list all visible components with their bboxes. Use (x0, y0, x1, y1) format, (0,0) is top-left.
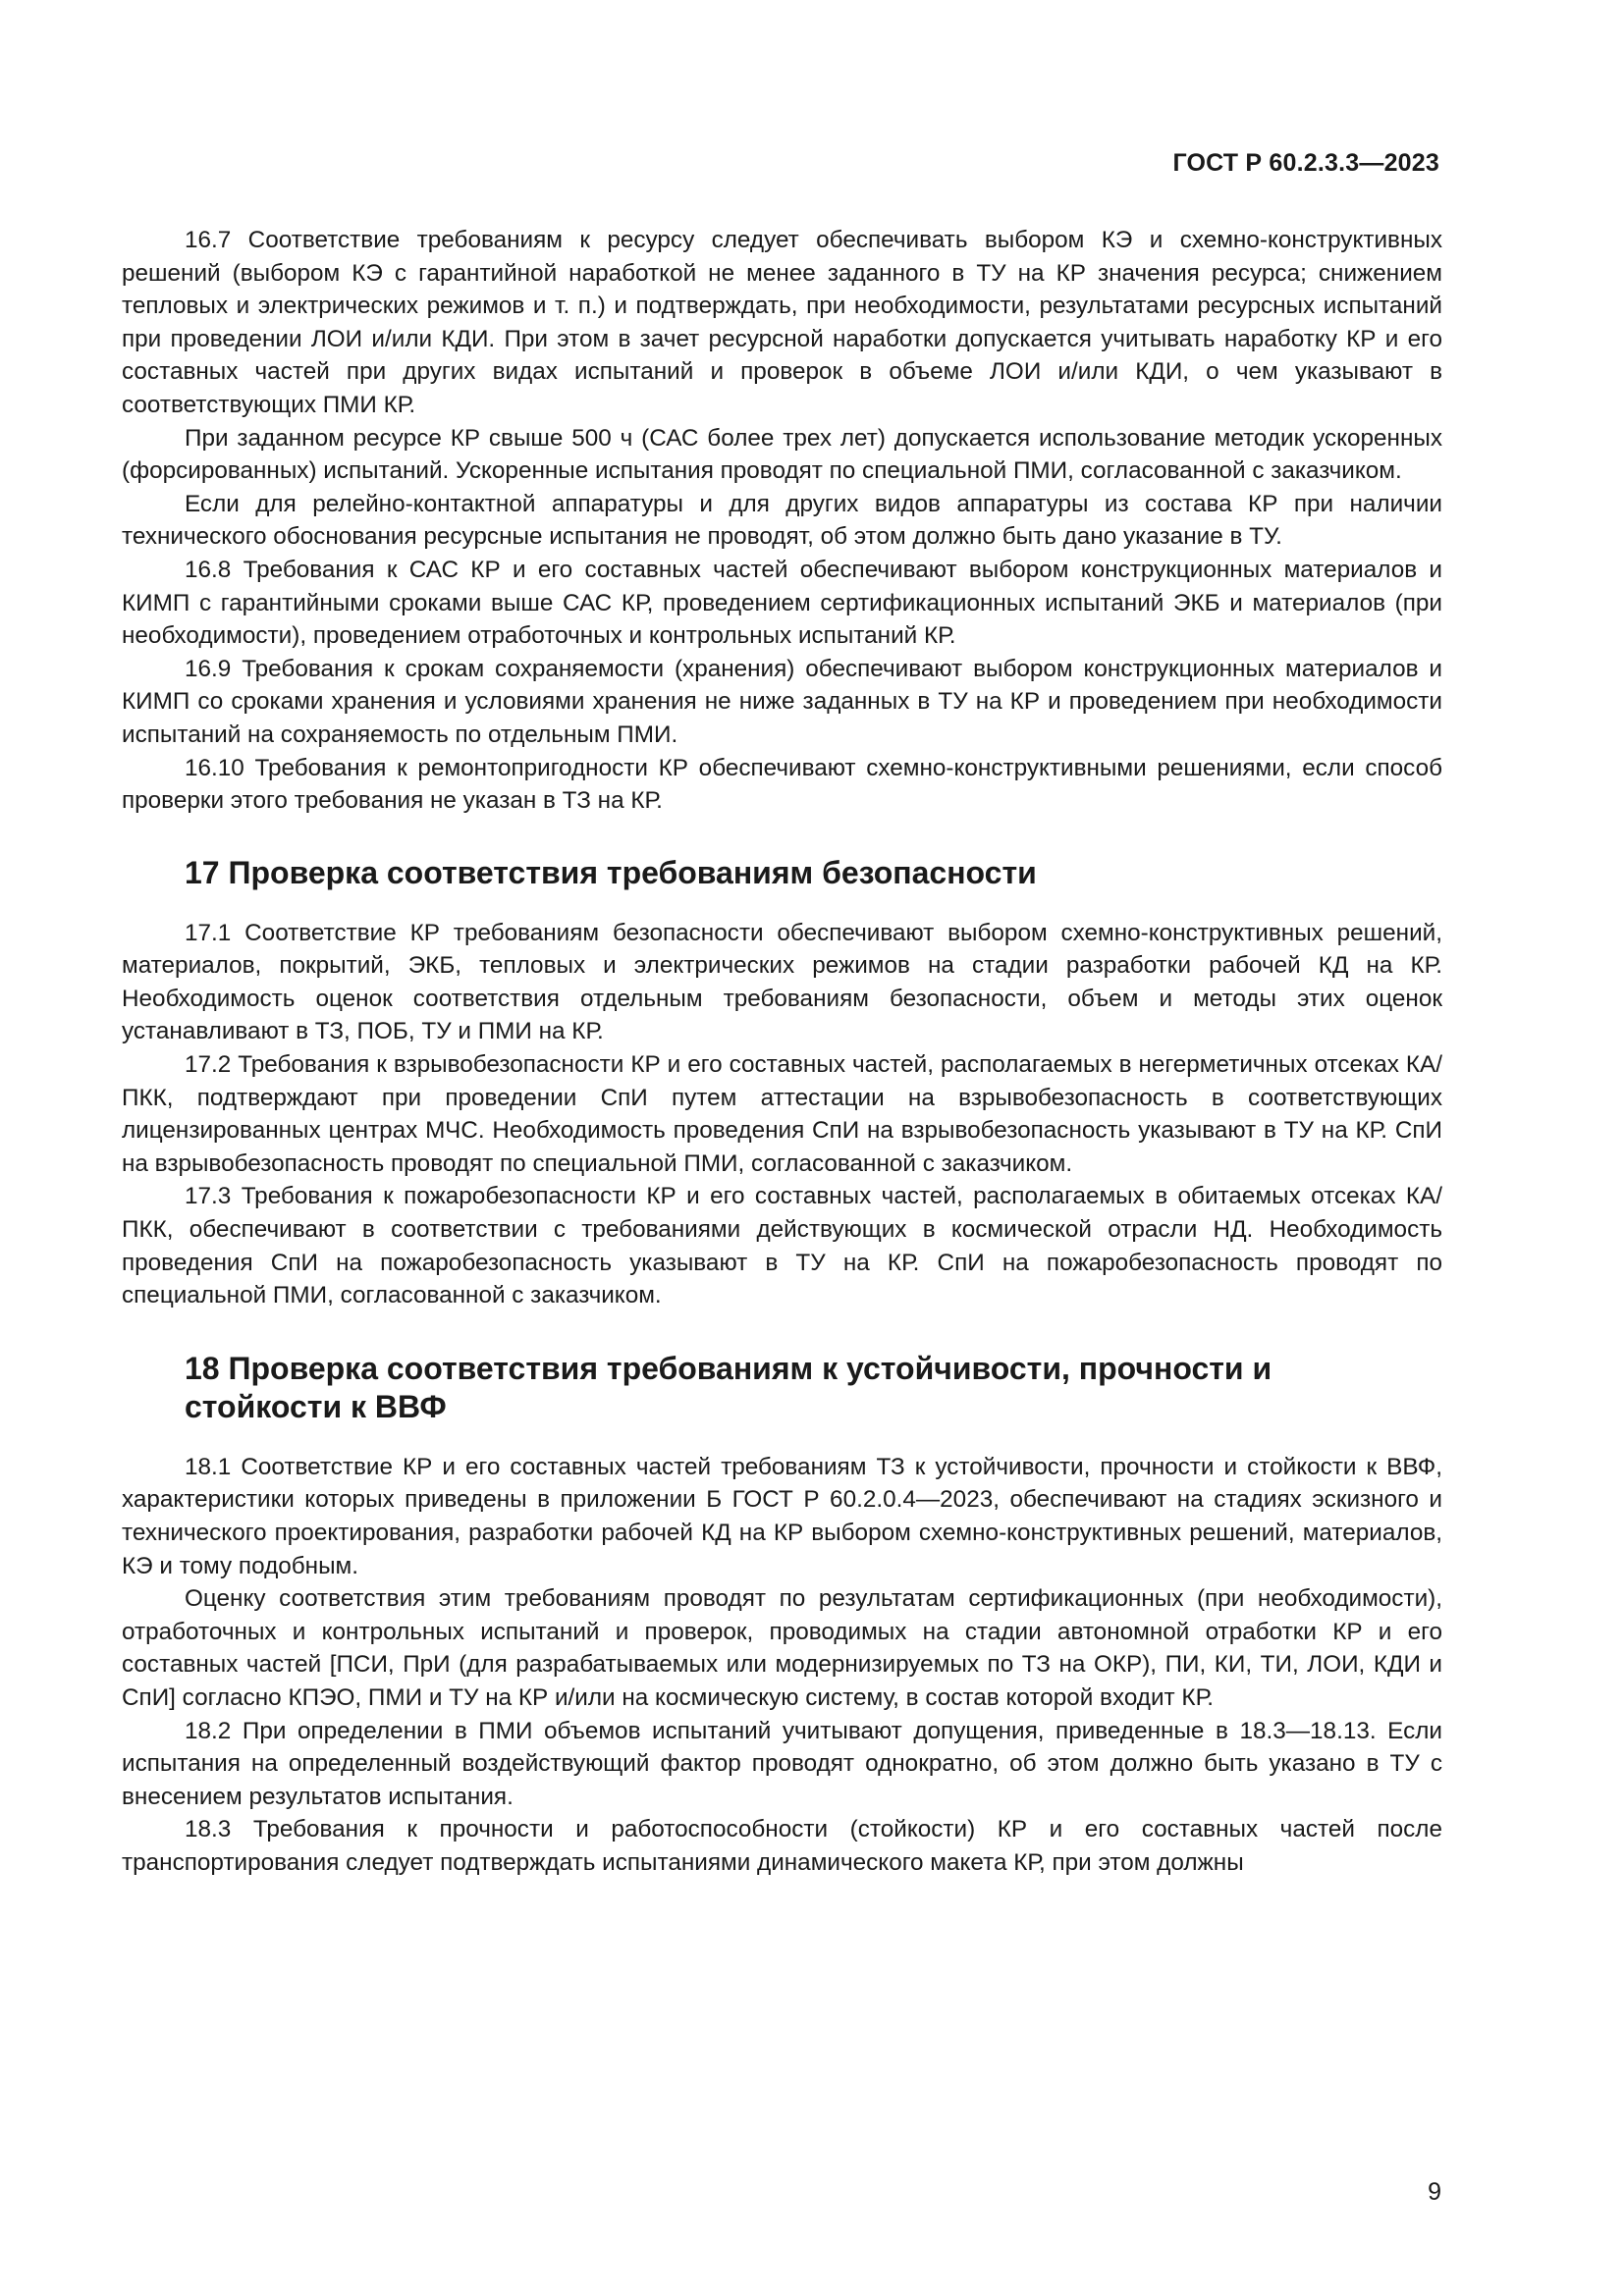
paragraph-16-7: 16.7 Соответствие требованиям к ресурсу следует обеспечивать выбором КЭ и схемно-конструктивных решений (выбором КЭ с гарантийной наработкой не менее заданного в ТУ на КР значения ресурса; снижением тепловых и электрических режимов и т. п.) и подтверждать, при необходимости, результатами ресурсных испытаний при проведении ЛОИ и/или КДИ. При этом в зачет ресурсной наработки допускается учитывать наработку КР и его составных частей при других видах испытаний и проверок в объеме ЛОИ и/или КДИ, о чем указывают в соответствующих ПМИ КР. (122, 227, 1442, 418)
paragraph-17-2: 17.2 Требования к взрывобезопасности КР и его составных частей, располагаемых в негерметичных отсеках КА/ПКК, подтверждают при проведении СпИ путем аттестации на взрывобезопасность в соответствующих лицензированных центрах МЧС. Необходимость проведения СпИ на взрывобезопасность указывают в ТУ на КР. СпИ на взрывобезопасность проводят по специальной ПМИ, согласованной с заказчиком. (122, 1051, 1442, 1177)
page-number: 9 (1428, 2178, 1441, 2206)
paragraph-16-9: 16.9 Требования к срокам сохраняемости (хранения) обеспечивают выбором конструкционных материалов и КИМП со сроками хранения и условиями хранения не ниже заданных в ТУ на КР и проведением при необходимости испытаний на сохраняемость по отдельным ПМИ. (122, 655, 1442, 748)
paragraph-16-10: 16.10 Требования к ремонтопригодности КР обеспечивают схемно-конструктивными решениями, если способ проверки этого требования не указан в ТЗ на КР. (122, 754, 1442, 815)
page-content (122, 224, 1442, 1880)
paragraph-16-7-cont-2: Если для релейно-контактной аппаратуры и для других видов аппаратуры из состава КР при наличии технического обоснования ресурсные испытания не проводят, об этом должно быть дано указание в ТУ. (122, 490, 1442, 551)
document-header: ГОСТ Р 60.2.3.3—2023 (1172, 149, 1439, 177)
paragraph-18-3: 18.3 Требования к прочности и работоспособности (стойкости) КР и его составных частей после транспортирования следует подтверждать испытаниями динамического макета КР, при этом должны (122, 1816, 1442, 1876)
section-17-heading: 17 Проверка соответствия требованиям безопасности (185, 854, 1037, 890)
section-18-heading: 18 Проверка соответствия требованиям к устойчивости, прочности и стойкости к ВВФ (185, 1350, 1272, 1424)
paragraph-17-1: 17.1 Соответствие КР требованиям безопасности обеспечивают выбором схемно-конструктивных решений, материалов, покрытий, ЭКБ, тепловых и электрических режимов на стадии разработки рабочей КД на КР. Необходимость оценок соответствия отдельным требованиям безопасности, объем и методы этих оценок устанавливают в ТЗ, ПОБ, ТУ и ПМИ на КР. (122, 919, 1442, 1045)
paragraph-18-1-cont: Оценку соответствия этим требованиям проводят по результатам сертификационных (при необходимости), отработочных и контрольных испытаний и проверок, проводимых на стадии автономной отработки КР и его составных частей [ПСИ, ПрИ (для разрабатываемых или модернизируемых по ТЗ на ОКР), ПИ, КИ, ТИ, ЛОИ, КДИ и СпИ] согласно КПЭО, ПМИ и ТУ на КР и/или на космическую систему, в состав которой входит КР. (122, 1585, 1442, 1711)
paragraph-16-8: 16.8 Требования к САС КР и его составных частей обеспечивают выбором конструкционных материалов и КИМП с гарантийными сроками выше САС КР, проведением сертификационных испытаний ЭКБ и материалов (при необходимости), проведением отработочных и контрольных испытаний КР. (122, 556, 1442, 650)
paragraph-16-7-cont-1: При заданном ресурсе КР свыше 500 ч (САС более трех лет) допускается использование методик ускоренных (форсированных) испытаний. Ускоренные испытания проводят по специальной ПМИ, согласованной с заказчиком. (122, 424, 1442, 485)
paragraph-17-3: 17.3 Требования к пожаробезопасности КР и его составных частей, располагаемых в обитаемых отсеках КА/ПКК, обеспечивают в соответствии с требованиями действующих в космической отрасли НД. Необходимость проведения СпИ на пожаробезопасность указывают в ТУ на КР. СпИ на пожаробезопасность проводят по специальной ПМИ, согласованной с заказчиком. (122, 1183, 1442, 1309)
paragraph-18-2: 18.2 При определении в ПМИ объемов испытаний учитывают допущения, приведенные в 18.3—18.13. Если испытания на определенный воздействующий фактор проводят однократно, об этом должно быть указано в ТУ с внесением результатов испытания. (122, 1717, 1442, 1810)
paragraph-18-1: 18.1 Соответствие КР и его составных частей требованиям ТЗ к устойчивости, прочности и стойкости к ВВФ, характеристики которых приведены в приложении Б ГОСТ Р 60.2.0.4—2023, обеспечивают на стадиях эскизного и технического проектирования, разработки рабочей КД на КР выбором схемно-конструктивных решений, материалов, КЭ и тому подобным. (122, 1453, 1442, 1579)
